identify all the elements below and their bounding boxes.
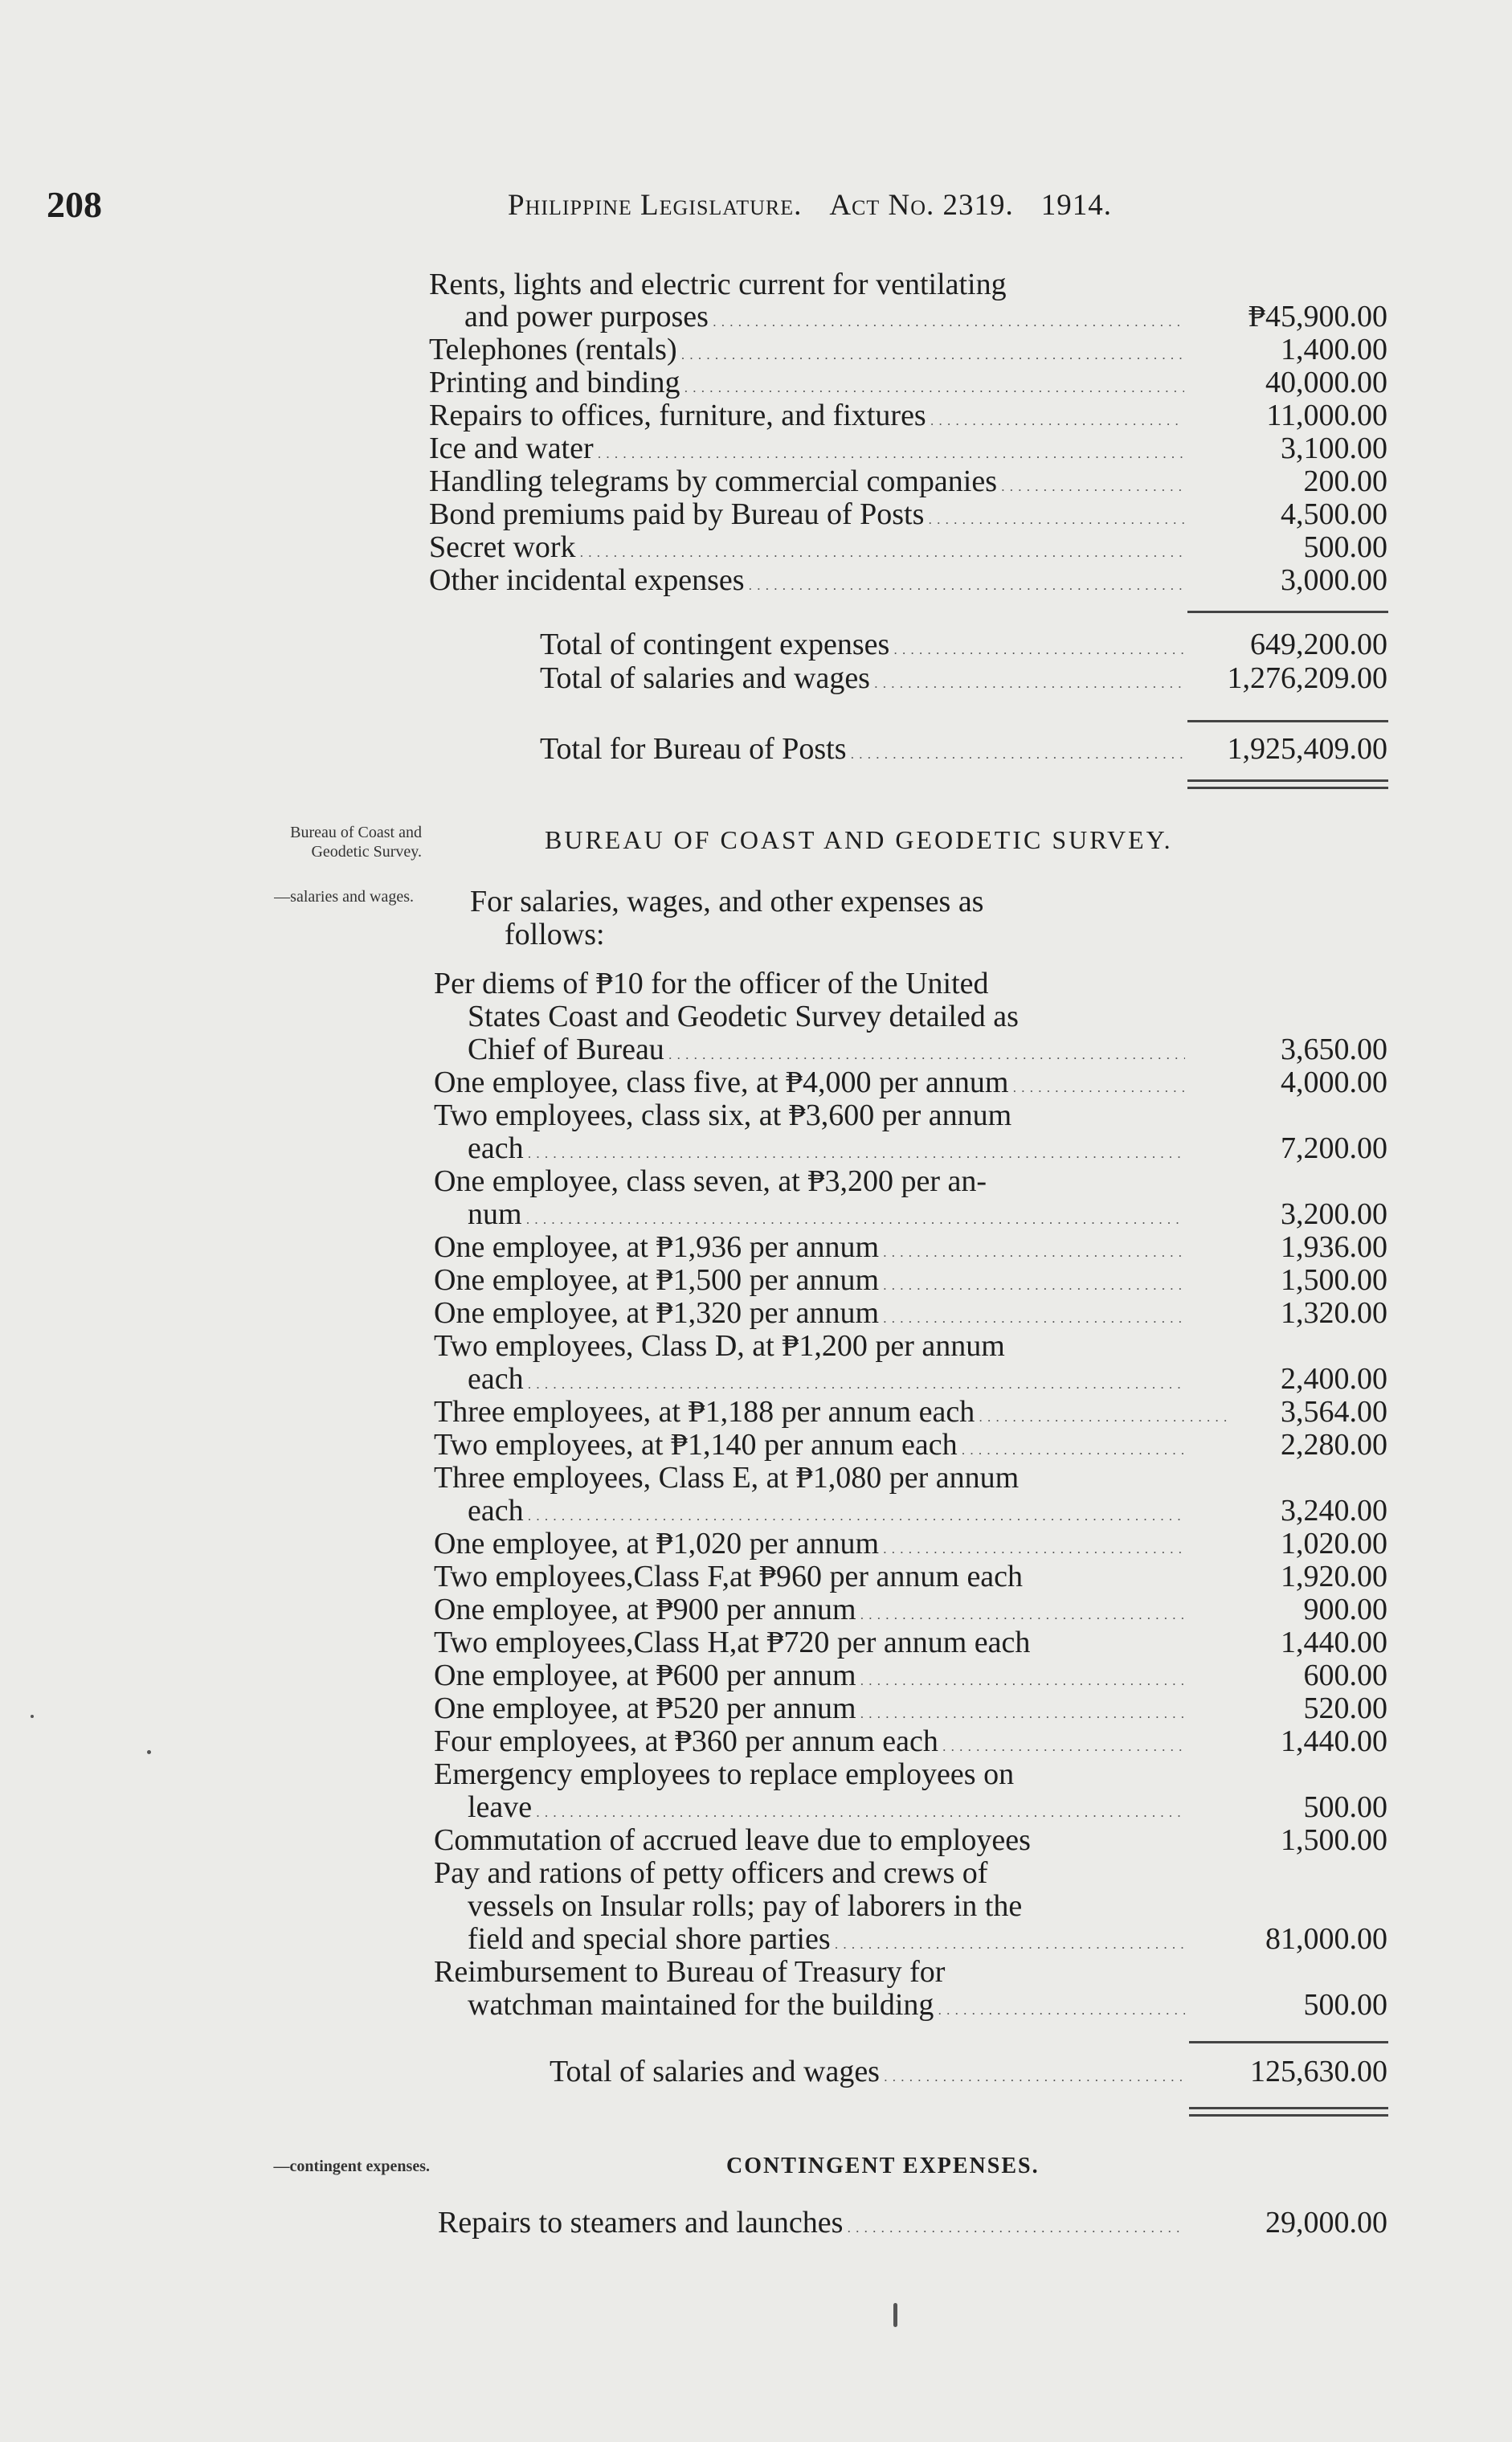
sum-rule [1187, 611, 1388, 613]
coast-item-row [0, 1889, 1512, 1923]
running-head-title: Philippine Legislature. [508, 189, 803, 222]
posts-item-row [0, 464, 1512, 498]
total-contingent-amount: 649,200.00 [1250, 628, 1387, 661]
line-item-amount: 500.00 [1303, 1988, 1387, 2022]
sum-rule [1187, 720, 1388, 722]
line-item-label: and power purposes . . . [464, 300, 1185, 333]
line-item-amount: 900.00 [1303, 1593, 1387, 1626]
posts-item-row [0, 268, 1512, 301]
line-item-amount: 11,000.00 [1266, 399, 1387, 432]
line-item-label: vessels on Insular rolls; pay of laborers in the [468, 1889, 1023, 1923]
line-item-amount: 3,200.00 [1281, 1197, 1387, 1231]
line-item-amount: 520.00 [1303, 1691, 1387, 1725]
posts-item-row [0, 366, 1512, 399]
double-sum-rule [1187, 779, 1388, 789]
line-item-label: leave . . . [468, 1790, 1185, 1824]
page-number: 208 [47, 184, 102, 225]
coast-item-row [0, 1428, 1512, 1462]
line-item-amount: 3,100.00 [1281, 432, 1387, 465]
coast-item-row [0, 1691, 1512, 1725]
line-item-label: One employee, at ₱1,500 per annum . . . [434, 1263, 1185, 1297]
coast-item-row [0, 1033, 1512, 1066]
coast-item-row [0, 1856, 1512, 1890]
coast-item-row [0, 1000, 1512, 1033]
total-salaries-label: Total of salaries and wages . . . [540, 661, 1184, 695]
running-head-act: Act No. 2319. [829, 189, 1014, 222]
line-item-label: Per diems of ₱10 for the officer of the United [434, 967, 989, 1000]
intro-line: For salaries, wages, and other expenses as [470, 885, 984, 918]
coast-item-row [0, 1494, 1512, 1528]
coast-item-row [0, 1230, 1512, 1264]
line-item-label: Telephones (rentals) . . . [429, 333, 1184, 366]
coast-item-row [0, 1724, 1512, 1758]
line-item-label: each . . . [468, 1131, 1185, 1165]
sum-rule [1189, 2041, 1388, 2043]
coast-item-row [0, 1823, 1512, 1857]
line-item-amount: 1,500.00 [1281, 1823, 1387, 1857]
line-item-amount: 500.00 [1303, 530, 1387, 564]
posts-item-row [0, 497, 1512, 531]
line-item-label: Emergency employees to replace employees on [434, 1757, 1015, 1791]
line-item-label: Bond premiums paid by Bureau of Posts . . . [429, 497, 1184, 531]
coast-item-row [0, 1955, 1512, 1989]
line-item-amount: 3,240.00 [1281, 1494, 1387, 1528]
side-note-bureau [161, 823, 422, 861]
posts-item-row [0, 300, 1512, 333]
line-item-amount: 3,000.00 [1281, 563, 1387, 597]
line-item-amount: ₱45,900.00 [1248, 300, 1387, 333]
double-sum-rule [1189, 2107, 1388, 2117]
coast-item-row [0, 1395, 1512, 1429]
line-item-label: Two employees,Class F,at ₱960 per annum each [434, 1560, 1024, 1593]
coast-total-row [0, 2055, 1512, 2088]
print-mark [147, 1750, 151, 1754]
print-mark [31, 1715, 34, 1718]
coast-item-row [0, 1098, 1512, 1132]
coast-item-row [0, 1197, 1512, 1231]
coast-item-row [0, 1461, 1512, 1495]
line-item-label: Repairs to steamers and launches . . . [438, 2206, 1185, 2240]
line-item-label: num . . . [468, 1197, 1185, 1231]
posts-item-row [0, 530, 1512, 564]
side-note-salaries: —salaries and wages. [274, 888, 414, 906]
line-item-label: each . . . [468, 1494, 1185, 1528]
line-item-label: Two employees, class six, at ₱3,600 per annum [434, 1098, 1012, 1132]
coast-item-row [0, 1659, 1512, 1692]
line-item-label: Two employees, at ₱1,140 per annum each . . . [434, 1428, 1185, 1462]
line-item-label: Other incidental expenses . . . [429, 563, 1184, 597]
line-item-amount: 1,936.00 [1281, 1230, 1387, 1264]
line-item-amount: 3,650.00 [1281, 1033, 1387, 1066]
line-item-amount: 4,500.00 [1281, 497, 1387, 531]
line-item-label: Repairs to offices, furniture, and fixtures . . . [429, 399, 1184, 432]
line-item-amount: 4,000.00 [1281, 1066, 1387, 1099]
running-head [508, 188, 1112, 223]
total-contingent-label: Total of contingent expenses . . . [540, 628, 1184, 661]
line-item-label: Four employees, at ₱360 per annum each . . . [434, 1724, 1185, 1758]
line-item-amount: 1,920.00 [1281, 1560, 1387, 1593]
coast-item-row [0, 1296, 1512, 1330]
line-item-amount: 2,400.00 [1281, 1362, 1387, 1396]
coast-item-row [0, 1066, 1512, 1099]
posts-item-row [0, 432, 1512, 465]
line-item-label: Commutation of accrued leave due to employees [434, 1823, 1031, 1857]
posts-grand-total-row [0, 732, 1512, 766]
posts-total-row [0, 661, 1512, 695]
posts-item-row [0, 563, 1512, 597]
total-bureau-amount: 1,925,409.00 [1227, 732, 1387, 766]
coast-item-row [0, 1757, 1512, 1791]
coast-item-row [0, 1527, 1512, 1561]
line-item-amount: 40,000.00 [1265, 366, 1387, 399]
side-note-contingent: —contingent expenses. [273, 2158, 430, 2175]
line-item-amount: 500.00 [1303, 1790, 1387, 1824]
intro-line: follows: [505, 918, 605, 951]
intro-row [0, 918, 1512, 951]
line-item-label: Handling telegrams by commercial companies . . . [429, 464, 1184, 498]
line-item-label: One employee, at ₱1,020 per annum . . . [434, 1527, 1185, 1561]
line-item-label: One employee, class seven, at ₱3,200 per an- [434, 1164, 987, 1198]
coast-item-row [0, 1362, 1512, 1396]
side-note-line: Bureau of Coast and [290, 824, 422, 841]
line-item-amount: 1,440.00 [1281, 1626, 1387, 1659]
line-item-label: One employee, at ₱900 per annum . . . [434, 1593, 1185, 1626]
line-item-label: One employee, at ₱1,320 per annum . . . [434, 1296, 1185, 1330]
line-item-label: Two employees, Class D, at ₱1,200 per annum [434, 1329, 1005, 1363]
line-item-amount: 200.00 [1303, 464, 1387, 498]
line-item-amount: 1,440.00 [1281, 1724, 1387, 1758]
side-note-line: Geodetic Survey. [311, 843, 422, 861]
coast-total-label: Total of salaries and wages . . . [550, 2055, 1185, 2088]
line-item-amount: 7,200.00 [1281, 1131, 1387, 1165]
coast-item-row [0, 1164, 1512, 1198]
running-head-year: 1914. [1040, 189, 1113, 222]
line-item-label: each . . . [468, 1362, 1185, 1396]
line-item-amount: 29,000.00 [1265, 2206, 1387, 2240]
coast-item-row [0, 1131, 1512, 1165]
print-mark [893, 2303, 897, 2327]
coast-item-row [0, 1329, 1512, 1363]
line-item-label: field and special shore parties . . . [468, 1922, 1185, 1956]
line-item-label: Secret work . . . [429, 530, 1184, 564]
line-item-label: Reimbursement to Bureau of Treasury for [434, 1955, 946, 1989]
line-item-amount: 1,400.00 [1281, 333, 1387, 366]
line-item-label: Two employees,Class H,at ₱720 per annum each [434, 1626, 1031, 1659]
line-item-amount: 81,000.00 [1265, 1922, 1387, 1956]
coast-total-amount: 125,630.00 [1250, 2055, 1387, 2088]
line-item-amount: 600.00 [1303, 1659, 1387, 1692]
line-item-amount: 1,500.00 [1281, 1263, 1387, 1297]
section-heading-contingent: CONTINGENT EXPENSES. [726, 2154, 1040, 2178]
total-bureau-label: Total for Bureau of Posts . . . [540, 732, 1184, 766]
line-item-label: One employee, class five, at ₱4,000 per annum . . . [434, 1066, 1185, 1099]
total-salaries-amount: 1,276,209.00 [1227, 661, 1387, 695]
line-item-label: Pay and rations of petty officers and crews of [434, 1856, 988, 1890]
coast-item-row [0, 1626, 1512, 1659]
line-item-label: One employee, at ₱600 per annum . . . [434, 1659, 1185, 1692]
line-item-label: One employee, at ₱1,936 per annum . . . [434, 1230, 1185, 1264]
coast-item-row [0, 1790, 1512, 1824]
coast-item-row [0, 967, 1512, 1000]
line-item-amount: 1,320.00 [1281, 1296, 1387, 1330]
line-item-label: Chief of Bureau . . . [468, 1033, 1185, 1066]
coast-item-row [0, 1560, 1512, 1593]
posts-total-row [0, 628, 1512, 661]
coast-item-row [0, 1922, 1512, 1956]
line-item-label: One employee, at ₱520 per annum . . . [434, 1691, 1185, 1725]
line-item-label: Printing and binding . . . [429, 366, 1184, 399]
line-item-label: States Coast and Geodetic Survey detailed as [468, 1000, 1019, 1033]
line-item-amount: 2,280.00 [1281, 1428, 1387, 1462]
coast-item-row [0, 1593, 1512, 1626]
contingent-item-row [0, 2206, 1512, 2240]
section-heading-coast: BUREAU OF COAST AND GEODETIC SURVEY. [545, 825, 1173, 854]
intro-row [0, 885, 1512, 918]
line-item-amount: 1,020.00 [1281, 1527, 1387, 1561]
coast-item-row [0, 1263, 1512, 1297]
line-item-label: Three employees, at ₱1,188 per annum each . . . [434, 1395, 1229, 1429]
coast-item-row [0, 1988, 1512, 2022]
line-item-amount: 3,564.00 [1281, 1395, 1387, 1429]
line-item-label: Three employees, Class E, at ₱1,080 per annum [434, 1461, 1020, 1495]
line-item-label: watchman maintained for the building . . . [468, 1988, 1185, 2022]
line-item-label: Rents, lights and electric current for ventilating [429, 268, 1007, 301]
line-item-label: Ice and water . . . [429, 432, 1184, 465]
posts-item-row [0, 333, 1512, 366]
posts-item-row [0, 399, 1512, 432]
